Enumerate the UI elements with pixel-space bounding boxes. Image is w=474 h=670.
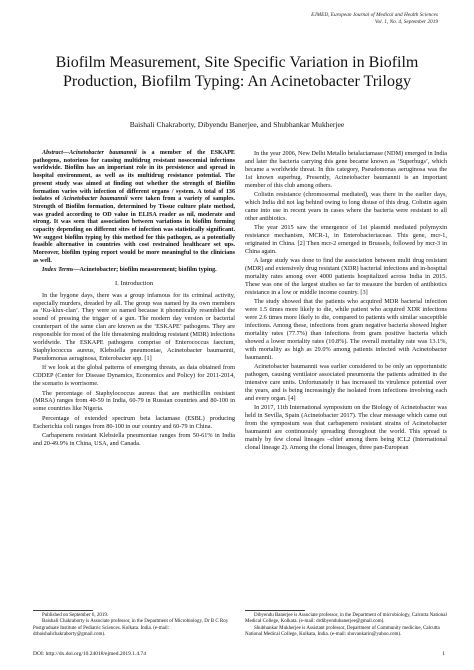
author-list: Baishali Chakraborty, Dibyendu Banerjee, and Shubhankar Mukherjee bbox=[129, 120, 345, 129]
footnote-rule-right bbox=[245, 610, 305, 611]
left-paragraph-2: If we look at the global patterns of emerging threats, as data obtained from CDDEP (Center for Disease Dynamics, Economics and Policy) for 2011-2014, the scenario is worrisome. bbox=[33, 364, 235, 388]
right-paragraph-2: Colistin resistance (chromosomal mediated), was there in the earlier days, which India did not lag behind owing to long disuse of this drug. Colistin again came into use in recent years in cases where the bacteria were resistant to all other antibiotics. bbox=[245, 191, 447, 222]
footnote-rule-left bbox=[33, 610, 93, 611]
right-paragraph-6: Acinetobacter baumannii was earlier considered to be only an opportunistic pathogen, causing ventilator associated pneumonia the patients admitted in the intensive care units. Unfortunately it has increased its virulence potential over the years, and is being increasingly the isolated from infections involving each and every organ. [4] bbox=[245, 363, 447, 402]
section-heading-introduction: I. Introduction bbox=[114, 279, 154, 287]
footnotes-left bbox=[33, 613, 235, 639]
abstract-organism: Acinetobacter baumannii bbox=[69, 150, 137, 156]
abstract-text-a: is a member of the ESKAPE pathogens, notorious for causing multidrug resistant nosocomial infections worldwide. Biofilm has an important role in its persistence and spread in hospital environment, as well as its multidrug resistance potential. The present study was aimed at finding out whether the strength of Biofilm formation varies with infection of different organs / system. A total of 136 isolates of bbox=[33, 150, 235, 203]
journal-name: EJMED, European Journal of Medical and Health Sciences bbox=[311, 12, 438, 18]
index-terms-text: Acinetobacter; biofilm measurement; biofilm typing. bbox=[79, 267, 217, 274]
left-column bbox=[33, 150, 235, 449]
journal-volume: Vol. 1, No. 4, September 2019 bbox=[374, 19, 438, 25]
left-paragraph-4: Percentage of extended spectrum beta lactamase (ESBL) producing Escherichia coli ranges from 80-100 in our country and 60-79 in China. bbox=[33, 414, 235, 430]
page-number: 1 bbox=[442, 651, 445, 657]
right-column bbox=[245, 150, 447, 453]
left-paragraph-5: Carbapenem resistant Klebsiella pneumoniae ranges from 50-61% in India and 20-49.9% in China, USA, and Canada. bbox=[33, 432, 235, 447]
right-paragraph-3: The year 2015 saw the emergence of 1st plasmid mediated polymyxin resistance mechanism, MCR-1, in Enterobacteriaceae. This gene, mcr-1, originated in China. [2] Then mcr-2 emerged in Brussels, followed by mcr-3 in China again. bbox=[245, 224, 447, 255]
right-paragraph-7: In 2017, 11th International symposium on the Biology of Acinetobacter was held in Sevilla, Spain (Acinetobacter 2017). The clear message which came out from the symposium was that carbapenem resistant strains of Acinetobacter baumannii are continuously spreading throughout the world. This spread is mainly by few clonal lineages –chief among them being ICL2 (International clonal lineage 2). Among the clonal lineages, three pan-European bbox=[245, 404, 447, 451]
abstract: Abstract—Acinetobacter baumannii is a member of the ESKAPE pathogens, notorious for causing multidrug resistant nosocomial infections worldwide. Biofilm has an important role in its persistence and spread in hospital environment, as well as its multidrug resistance potential. The present study was aimed at finding out whether the strength of Biofilm formation varies with infection of different organs / system. A total of 136 isolates of Acinetobacter baumannii were taken from a variety of samples. Strength of Biofilm formation, determined by Tissue culture plate method, was graded according to OD value in ELISA reader as nil, moderate and strong. It was seen that association between variations in biofilm forming capacity depending on different sites of infection was statistically significant. We suggest biofilm typing by this method for this pathogen, as a potentially feasible alternative in countries with cost restrained healthcare set ups. Moreover, biofilm typing report would be more meaningful to the clinicians as well. bbox=[33, 150, 235, 264]
abstract-organism-2: Acinetobacter baumannii bbox=[62, 196, 128, 203]
left-paragraph-3: The percentage of Staphylococcus aureus that are methicillin resistant (MRSA) ranges from 40-59 in India, 60-79 in Russian countries and 80-100 in some countries like Nigeria. bbox=[33, 389, 235, 413]
paper-title: Biofilm Measurement, Site Specific Variation in Biofilm Production, Biofilm Typing: An Acinetobacter Trilogy bbox=[55, 54, 419, 90]
footnote-author-2: Dibyendu Banerjee is Associate professor, in the Department of microbiology, Calcutta National Medical College, Kolkata. (e-mail: drdibyendubanerjee@gmail.com). bbox=[245, 613, 447, 625]
footnote-published: Published on September 6, 2019. bbox=[42, 613, 109, 618]
footnote-author-1: Baishali Chakraborty is Associate professor, in the Department of Microbiology, Dr B C Roy Postgraduate Institute of Pediatric Sciences. Kolkata. India. (e-mail: drbaishalichakraborty@gmail.com). bbox=[33, 619, 229, 638]
footnotes-right bbox=[245, 613, 447, 639]
abstract-text-b: were taken from a variety of samples. Strength of Biofilm formation, determined by Tissue culture plate method, was graded according to OD value in ELISA reader as nil, moderate and strong. It was seen that association between variations in biofilm forming capacity depending on different sites of infection was statistically significant. We suggest biofilm typing by this method for this pathogen, as a potentially feasible alternative in countries with cost restrained healthcare set ups. Moreover, biofilm typing report would be more meaningful to the clinicians as well. bbox=[33, 196, 235, 264]
index-terms-label: Index Terms bbox=[42, 267, 74, 274]
right-paragraph-4: A large study was done to find the association between multi drug resistant (MDR) and extensively drug resistant (XDR) bacterial infections and in-hospital mortality rates among over 4000 patients hospitalized across India in 2015. These was one of the largest studies so far to measure the burden of antibiotics resistance in a low or middle income country. [3] bbox=[245, 257, 447, 296]
doi-link[interactable]: DOI: http://dx.doi.org/10.24018/ejmed.2019.1.4.74 bbox=[33, 651, 146, 657]
abstract-label: Abstract bbox=[42, 150, 63, 156]
index-terms: Index Terms—Acinetobacter; biofilm measurement; biofilm typing. bbox=[42, 267, 217, 274]
right-paragraph-5: The study showed that the patients who acquired MDR bacterial infection were 1.5 times more likely to die, while patient who acquired XDR infections were 2.6 times more likely to die, compared to patients with similar susceptible infections. Among these, infections from gram negative bacteria showed higher mortality rates (77.7%) than infections from gram positive bacteria which showed a lower mortality rates (10.8%). The overall mortality rate was 13.1%, with mortality as high as 29.0% among patients infected with Acinetobacter baumannii. bbox=[245, 298, 447, 361]
footnote-author-3: Shubhankar Mukherjee is Assistant professor, Department of Community medicine, Calcutta National Medical College, Kolkata, India. (e-mail: shuvankarin@yahoo.com). bbox=[245, 625, 440, 638]
left-paragraph-1: In the bygone days, there was a group infamous for its criminal activity, especially murders, dreaded by all. The group was named by its own members as ‘Ku-klux-clan’. They were so named because it phonetically resembled the sound of pressing the trigger of a gun. The modern day version or bacterial counterpart of the same clan are known as the ‘ESKAPE’ pathogens. They are responsible for most of the life threatening multidrug resistant (MDR) infections worldwide. The ESKAPE pathogens comprise of Enterococcus faecium, Staphylococcus aureus, Klebsiella pneumoniae, Acinetobacter baumannii, Pseudomonas aeruginosa, Enterobacter spp. [1] bbox=[33, 291, 235, 362]
running-head bbox=[311, 12, 438, 26]
right-paragraph-1: In the year 2006, New Delhi Metallo betalactamase (NDM) emerged in India and later the bacteria carrying this gene became known as ‘Superbugs’, which became a worldwide threat. In this category, Pseudomonas aeruginosa was the 1st known superbug. Presently, Acinetobacter baumannii is an important member of this club among others. bbox=[245, 150, 447, 189]
